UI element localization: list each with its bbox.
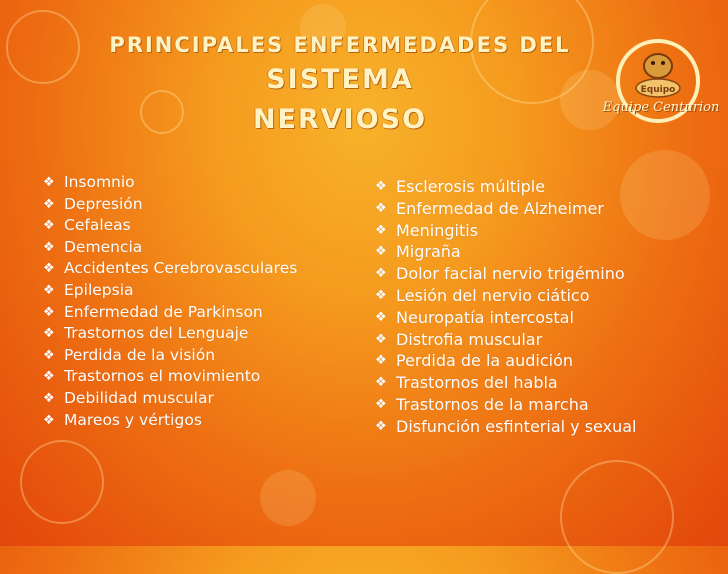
list-item-text: Trastornos de la marcha [396, 394, 589, 414]
left-disease-list [42, 172, 297, 431]
list-item [42, 258, 297, 280]
diamond-bullet-icon: ❖ [43, 282, 55, 298]
diamond-bullet-icon: ❖ [375, 266, 387, 282]
list-item-text: Lesión del nervio ciático [396, 285, 590, 305]
diamond-bullet-icon: ❖ [43, 218, 55, 234]
decorative-bubble [20, 440, 104, 524]
list-item [374, 372, 636, 394]
slide-title [60, 30, 620, 139]
diamond-bullet-icon: ❖ [375, 375, 387, 391]
list-item-text: Demencia [64, 237, 143, 256]
list-item-text: Accidentes Cerebrovasculares [64, 259, 298, 278]
list-item-text: Dolor facial nervio trigémino [396, 264, 625, 284]
list-item-text: Mareos y vértigos [64, 410, 202, 429]
list-item-text: Enfermedad de Alzheimer [396, 198, 604, 218]
list-item-text: Distrofia muscular [396, 329, 543, 349]
list-item-text: Depresión [64, 194, 143, 213]
diamond-bullet-icon: ❖ [43, 390, 55, 406]
list-item [42, 237, 297, 259]
list-item [42, 388, 297, 410]
list-item-text: Trastornos del Lenguaje [64, 324, 249, 343]
list-item-text: Migraña [396, 242, 461, 262]
list-item-text: Esclerosis múltiple [396, 177, 546, 196]
diamond-bullet-icon: ❖ [43, 347, 55, 363]
list-item [42, 172, 297, 194]
diamond-bullet-icon: ❖ [375, 244, 387, 260]
list-item-text: Trastornos del habla [396, 373, 558, 393]
list-item-text: Trastornos el movimiento [64, 367, 261, 386]
diamond-bullet-icon: ❖ [375, 287, 387, 303]
list-item [42, 194, 297, 216]
list-item [374, 241, 636, 263]
diamond-bullet-icon: ❖ [43, 196, 55, 212]
list-item-text: Disfunción esfinterial y sexual [396, 416, 637, 436]
decorative-bubble [260, 470, 316, 526]
list-item [374, 263, 636, 285]
diamond-bullet-icon: ❖ [43, 261, 55, 277]
list-item [42, 323, 297, 345]
list-item [374, 329, 636, 351]
diamond-bullet-icon: ❖ [43, 326, 55, 342]
title-part-1: PRINCIPALES ENFERMEDADES DEL [109, 33, 571, 57]
list-item-text: Perdida de la visión [64, 345, 216, 364]
list-item [42, 280, 297, 302]
list-item-text: Insomnio [64, 173, 135, 191]
diamond-bullet-icon: ❖ [375, 222, 387, 238]
diamond-bullet-icon: ❖ [375, 200, 387, 216]
list-item [374, 307, 636, 329]
list-item [42, 410, 297, 432]
diamond-bullet-icon: ❖ [43, 175, 55, 190]
title-part-2: SISTEMA [266, 64, 414, 96]
list-item-text: Cefaleas [64, 216, 131, 235]
diamond-bullet-icon: ❖ [375, 179, 387, 194]
list-item [374, 176, 636, 198]
list-item [374, 394, 636, 416]
logo-text: Equipe Centurion [602, 100, 720, 115]
list-item [374, 198, 636, 220]
list-item [374, 220, 636, 242]
logo-badge-text: Equipo [640, 85, 676, 95]
list-item [374, 285, 636, 307]
diamond-bullet-icon: ❖ [43, 239, 55, 255]
decorative-bubble [560, 460, 674, 574]
list-item [374, 416, 636, 438]
diamond-bullet-icon: ❖ [375, 418, 387, 434]
list-item [374, 350, 636, 372]
list-item-text: Epilepsia [64, 280, 134, 299]
diamond-bullet-icon: ❖ [375, 396, 387, 412]
list-item [42, 345, 297, 367]
list-item-text: Neuropatía intercostal [396, 307, 574, 327]
diamond-bullet-icon: ❖ [43, 412, 55, 428]
list-item [42, 366, 297, 388]
diamond-bullet-icon: ❖ [375, 353, 387, 369]
title-line-2: NERVIOSO [252, 103, 428, 135]
list-item-text: Perdida de la audición [396, 351, 574, 371]
diamond-bullet-icon: ❖ [43, 304, 55, 320]
right-disease-list [374, 176, 636, 438]
list-item [42, 302, 297, 324]
list-item [42, 215, 297, 237]
diamond-bullet-icon: ❖ [43, 369, 55, 385]
diamond-bullet-icon: ❖ [375, 331, 387, 347]
list-item-text: Meningitis [396, 220, 479, 240]
list-item-text: Enfermedad de Parkinson [64, 302, 263, 321]
diamond-bullet-icon: ❖ [375, 309, 387, 325]
list-item-text: Debilidad muscular [64, 388, 214, 407]
